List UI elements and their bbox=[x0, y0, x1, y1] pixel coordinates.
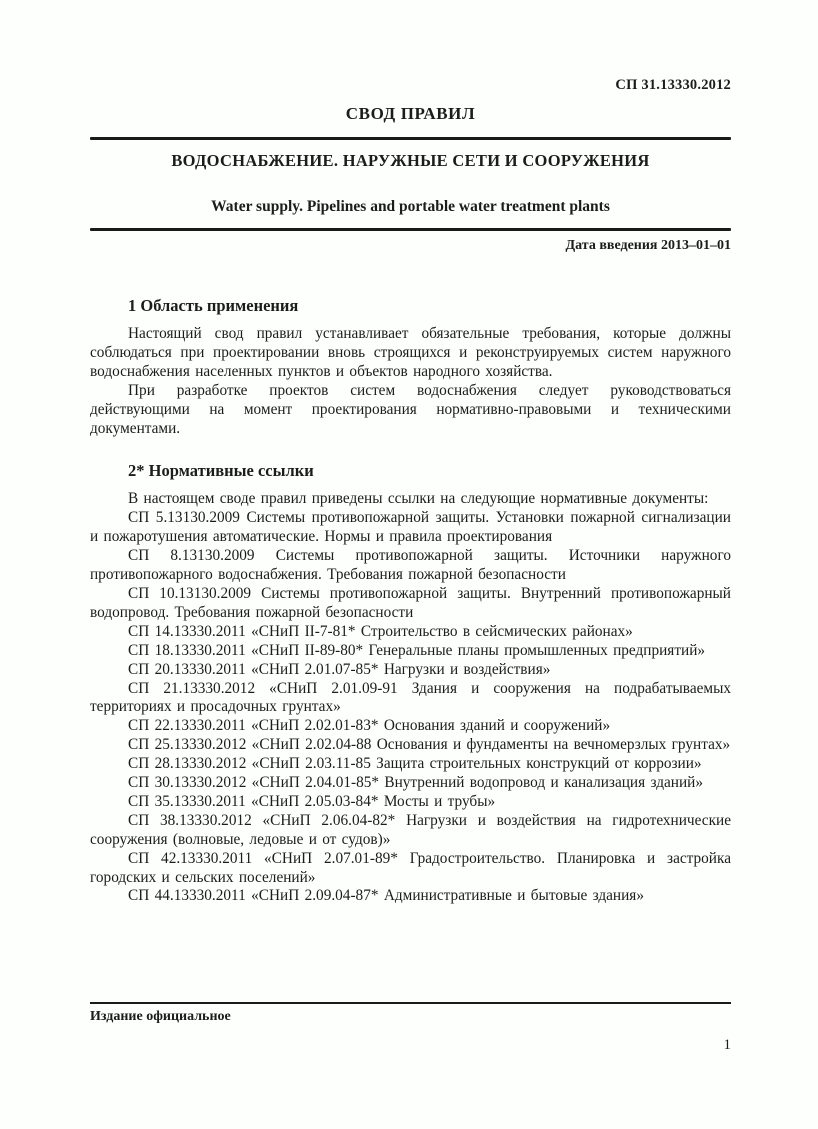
reference-item: СП 18.13330.2011 «СНиП II-89-80* Генеральные планы промышленных предприятий» bbox=[128, 641, 706, 659]
reference-item: СП 21.13330.2012 «СНиП 2.01.09-91 Здания и сооружения на подрабатываемых территориях и просадочных грунтах» bbox=[90, 679, 731, 716]
paragraph: В настоящем своде правил приведены ссылки на следующие нормативные документы: bbox=[128, 490, 709, 508]
introduction-date: Дата введения 2013–01–01 bbox=[565, 238, 731, 253]
official-edition-note: Издание официальное bbox=[90, 1009, 231, 1024]
reference-item: СП 10.13130.2009 Системы противопожарной защиты. Внутренний противопожарный водопровод. Требования пожарной безопасности bbox=[90, 584, 731, 621]
reference-item: СП 44.13330.2011 «СНиП 2.09.04-87* Административные и бытовые здания» bbox=[128, 887, 644, 905]
reference-item: СП 14.13330.2011 «СНиП II-7-81* Строительство в сейсмических районах» bbox=[128, 622, 633, 640]
reference-item: СП 20.13330.2011 «СНиП 2.01.07-85* Нагрузки и воздействия» bbox=[128, 660, 551, 678]
section-2-heading: 2* Нормативные ссылки bbox=[128, 461, 314, 481]
header-rule-bottom bbox=[90, 228, 731, 231]
reference-item: СП 22.13330.2011 «СНиП 2.02.01-83* Основания зданий и сооружений» bbox=[128, 717, 611, 735]
reference-item: СП 30.13330.2012 «СНиП 2.04.01-85* Внутренний водопровод и канализация зданий» bbox=[128, 774, 704, 792]
reference-item: СП 42.13330.2011 «СНиП 2.07.01-89* Градостроительство. Планировка и застройка городских и сельских поселений» bbox=[90, 849, 731, 886]
document-code: СП 31.13330.2012 bbox=[615, 77, 731, 93]
header-rule-top bbox=[90, 137, 731, 140]
footer-rule bbox=[90, 1002, 731, 1004]
reference-item: СП 25.13330.2012 «СНиП 2.02.04-88 Основания и фундаменты на вечномерзлых грунтах» bbox=[128, 736, 731, 754]
paragraph: При разработке проектов систем водоснабжения следует руководствоваться действующими на момент проектирования нормативно-правовыми и техническими документами. bbox=[90, 381, 731, 437]
reference-item: СП 8.13130.2009 Системы противопожарной защиты. Источники наружного противопожарного водоснабжения. Требования пожарной безопасности bbox=[90, 547, 731, 584]
document-title-russian: ВОДОСНАБЖЕНИЕ. НАРУЖНЫЕ СЕТИ И СООРУЖЕНИЯ bbox=[171, 151, 650, 170]
paragraph: Настоящий свод правил устанавливает обязательные требования, которые должны соблюдаться при проектировании вновь строящихся и реконструируемых систем наружного водоснабжения населенных пунктов и объектов народного хозяйства. bbox=[90, 325, 731, 380]
document-title-english: Water supply. Pipelines and portable water treatment plants bbox=[211, 198, 610, 215]
reference-item: СП 38.13330.2012 «СНиП 2.06.04-82* Нагрузки и воздействия на гидротехнические сооружения (волновые, ледовые и от судов)» bbox=[90, 811, 731, 848]
section-2-body bbox=[90, 490, 731, 906]
page-content bbox=[90, 0, 731, 906]
reference-item: СП 28.13330.2012 «СНиП 2.03.11-85 Защита строительных конструкций от коррозии» bbox=[128, 755, 702, 773]
section-1-heading: 1 Область применения bbox=[128, 296, 299, 315]
page-number: 1 bbox=[723, 1037, 731, 1053]
reference-item: СП 35.13330.2011 «СНиП 2.05.03-84* Мосты и трубы» bbox=[128, 792, 496, 810]
section-1-body bbox=[90, 325, 731, 438]
reference-item: СП 5.13130.2009 Системы противопожарной защиты. Установки пожарной сигнализации и пожаротушения автоматические. Нормы и правила проектирования bbox=[90, 509, 731, 546]
document-type-title: СВОД ПРАВИЛ bbox=[345, 104, 476, 123]
